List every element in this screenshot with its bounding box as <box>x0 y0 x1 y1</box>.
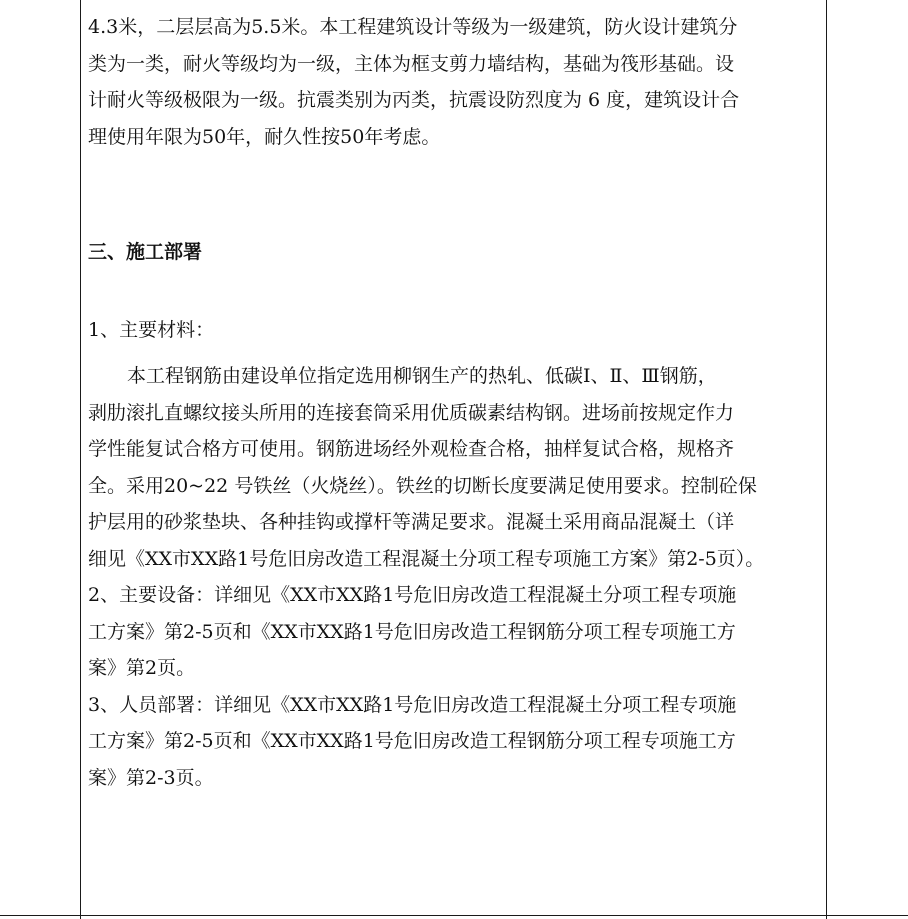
paragraph-line: 护层用的砂浆垫块、各种挂钩或撑杆等满足要求。混凝土采用商品混凝土（详 <box>88 511 735 533</box>
right-margin-line <box>826 0 827 919</box>
personnel-line: 案》第2-3页。 <box>88 766 214 789</box>
paragraph-line: 细见《XX市XX路1号危旧房改造工程混凝土分项工程专项施工方案》第2-5页）。 <box>88 547 765 570</box>
paragraph-line: 全。采用20~22 号铁丝（火烧丝）。铁丝的切断长度要满足使用要求。控制砼保 <box>88 474 757 497</box>
paragraph-line: 4.3米，二层层高为5.5米。本工程建筑设计等级为一级建筑，防火设计建筑分 <box>88 16 738 38</box>
paragraph-line: 学性能复试合格方可使用。钢筋进场经外观检查合格，抽样复试合格，规格齐 <box>88 438 735 460</box>
paragraph-line: 理使用年限为50年，耐久性按50年考虑。 <box>88 125 441 148</box>
personnel-line: 工方案》第2-5页和《XX市XX路1号危旧房改造工程钢筋分项工程专项施工方 <box>88 730 736 752</box>
equipment-line: 2、主要设备：详细见《XX市XX路1号危旧房改造工程混凝土分项工程专项施 <box>88 584 737 606</box>
bottom-rule-line <box>0 915 908 916</box>
left-margin-line <box>80 0 81 919</box>
personnel-line: 3、人员部署：详细见《XX市XX路1号危旧房改造工程混凝土分项工程专项施 <box>88 693 737 716</box>
materials-paragraph <box>88 358 824 796</box>
paragraph-line: 剥肋滚扎直螺纹接头所用的连接套筒采用优质碳素结构钢。进场前按规定作力 <box>88 401 735 424</box>
paragraph-line: 类为一类，耐火等级均为一级，主体为框支剪力墙结构，基础为筏形基础。设 <box>88 52 735 75</box>
equipment-line: 工方案》第2-5页和《XX市XX路1号危旧房改造工程钢筋分项工程专项施工方 <box>88 620 736 643</box>
paragraph-line: 计耐火等级极限为一级。抗震类别为丙类，抗震设防烈度为 6 度，建筑设计合 <box>88 89 740 111</box>
intro-paragraph <box>88 9 824 155</box>
section-heading: 三、施工部署 <box>88 241 203 263</box>
equipment-line: 案》第2页。 <box>88 657 196 679</box>
subsection-heading-materials: 1、主要材料： <box>88 319 215 341</box>
paragraph-line: 本工程钢筋由建设单位指定选用柳钢生产的热轧、低碳Ⅰ、Ⅱ、Ⅲ钢筋， <box>127 365 717 387</box>
